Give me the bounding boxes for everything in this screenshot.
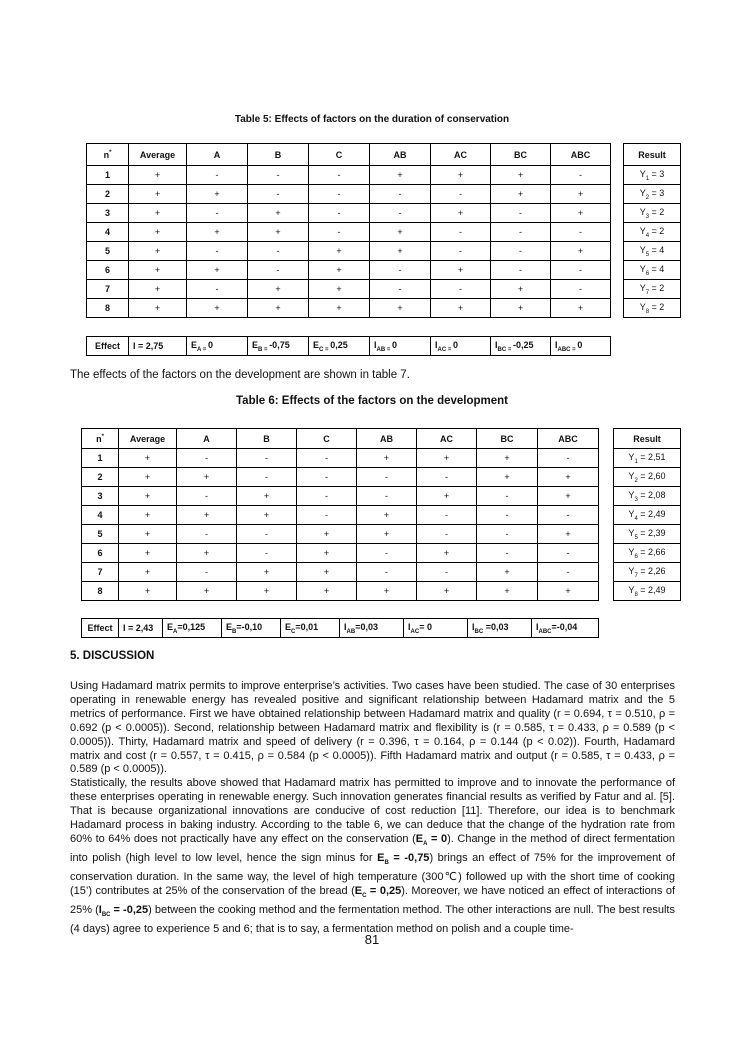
sign-cell: + — [417, 449, 477, 468]
sign-cell: - — [248, 242, 309, 261]
table6-header-row — [82, 429, 599, 449]
effect-cell: $I_{ABC =}$ 0 — [551, 337, 611, 356]
column-header: AB — [370, 144, 431, 166]
table6-effects — [81, 618, 599, 638]
sign-cell: - — [177, 563, 237, 582]
sign-cell: - — [370, 280, 431, 299]
sign-cell: - — [431, 185, 491, 204]
result-cell: $Y_6 = 2,66$ — [614, 544, 681, 563]
result-header-row — [624, 144, 681, 166]
table5-result — [623, 143, 681, 318]
sign-cell: - — [370, 261, 431, 280]
table6-result — [613, 428, 681, 601]
sign-cell: + — [491, 185, 551, 204]
sign-cell: + — [551, 185, 611, 204]
result-header-row — [614, 429, 681, 449]
sign-cell: - — [417, 563, 477, 582]
result-row — [614, 582, 681, 601]
sign-cell: + — [119, 525, 177, 544]
table-row — [82, 487, 599, 506]
sign-cell: - — [357, 468, 417, 487]
sign-cell: - — [297, 468, 357, 487]
sign-cell: + — [119, 487, 177, 506]
sign-cell: - — [309, 185, 370, 204]
sign-cell: - — [357, 544, 417, 563]
sign-cell: - — [431, 223, 491, 242]
row-number: 1 — [82, 449, 119, 468]
effect-cell: $E_{B =}$ -0,75 — [248, 337, 309, 356]
row-number: 6 — [82, 544, 119, 563]
sign-cell: - — [187, 204, 248, 223]
result-cell: $Y_2 = 3$ — [624, 185, 681, 204]
sign-cell: - — [417, 506, 477, 525]
sign-cell: + — [187, 185, 248, 204]
row-number: 4 — [82, 506, 119, 525]
sign-cell: + — [237, 582, 297, 601]
result-cell: $Y_4 = 2,49$ — [614, 506, 681, 525]
sign-cell: - — [491, 223, 551, 242]
result-row — [624, 204, 681, 223]
sign-cell: + — [538, 468, 599, 487]
result-row — [624, 280, 681, 299]
result-cell: $Y_1 = 3$ — [624, 166, 681, 185]
row-number: 8 — [82, 582, 119, 601]
table-row — [82, 468, 599, 487]
sign-cell: + — [297, 563, 357, 582]
result-row — [614, 525, 681, 544]
sign-cell: - — [431, 280, 491, 299]
column-header: B — [237, 429, 297, 449]
sign-cell: - — [297, 506, 357, 525]
sign-cell: + — [431, 204, 491, 223]
column-header: n* — [87, 144, 129, 166]
table-row — [87, 242, 611, 261]
effect-cell: $E_{C =}$ 0,25 — [309, 337, 370, 356]
sign-cell: + — [129, 280, 187, 299]
result-cell: $Y_2 = 2,60$ — [614, 468, 681, 487]
row-number: 5 — [82, 525, 119, 544]
sign-cell: - — [551, 166, 611, 185]
table-row — [82, 582, 599, 601]
sign-cell: - — [477, 487, 538, 506]
table-row — [82, 544, 599, 563]
section-title: 5. DISCUSSION — [70, 650, 155, 662]
sign-cell: + — [357, 506, 417, 525]
sign-cell: + — [417, 544, 477, 563]
column-header: B — [248, 144, 309, 166]
sign-cell: + — [309, 299, 370, 318]
sign-cell: + — [477, 449, 538, 468]
table-row — [82, 506, 599, 525]
effect-cell: $E_A=0,125$ — [163, 619, 222, 638]
table-row — [87, 261, 611, 280]
sign-cell: - — [417, 468, 477, 487]
column-header: n* — [82, 429, 119, 449]
table-row — [82, 449, 599, 468]
sign-cell: - — [297, 487, 357, 506]
table-row — [87, 223, 611, 242]
sign-cell: + — [431, 299, 491, 318]
result-cell: $Y_5 = 2,39$ — [614, 525, 681, 544]
sign-cell: - — [538, 449, 599, 468]
table6-effects-row — [82, 619, 599, 638]
sign-cell: - — [248, 166, 309, 185]
table-row — [87, 204, 611, 223]
effect-label: Effect — [87, 337, 129, 356]
table5-body — [87, 144, 611, 318]
effect-cell: $I_{AC}= 0$ — [404, 619, 468, 638]
sign-cell: + — [417, 582, 477, 601]
sign-cell: + — [431, 166, 491, 185]
sign-cell: - — [237, 449, 297, 468]
result-row — [624, 223, 681, 242]
row-number: 1 — [87, 166, 129, 185]
sign-cell: - — [551, 261, 611, 280]
sign-cell: - — [237, 525, 297, 544]
table5-main — [86, 143, 611, 318]
sign-cell: - — [551, 223, 611, 242]
result-row — [614, 544, 681, 563]
sign-cell: + — [248, 280, 309, 299]
sign-cell: - — [177, 487, 237, 506]
column-header: AB — [357, 429, 417, 449]
sign-cell: + — [129, 299, 187, 318]
column-header: BC — [477, 429, 538, 449]
sign-cell: - — [248, 261, 309, 280]
sign-cell: - — [357, 563, 417, 582]
sign-cell: - — [187, 166, 248, 185]
table6-main — [81, 428, 599, 601]
result-row — [614, 449, 681, 468]
sign-cell: + — [248, 299, 309, 318]
effect-cell: $E_{A =}$ 0 — [187, 337, 248, 356]
sign-cell: + — [417, 487, 477, 506]
sign-cell: - — [297, 449, 357, 468]
table5-effects — [86, 336, 611, 356]
row-number: 3 — [82, 487, 119, 506]
result-cell: $Y_3 = 2,08$ — [614, 487, 681, 506]
sign-cell: + — [119, 506, 177, 525]
sign-cell: - — [357, 487, 417, 506]
table-row — [87, 166, 611, 185]
sign-cell: - — [187, 280, 248, 299]
column-header: AC — [417, 429, 477, 449]
sign-cell: + — [237, 563, 297, 582]
result-row — [624, 299, 681, 318]
sign-cell: + — [370, 242, 431, 261]
sign-cell: - — [309, 223, 370, 242]
sign-cell: + — [297, 544, 357, 563]
result-cell: $Y_1 = 2,51$ — [614, 449, 681, 468]
effect-cell: $E_C=0,01$ — [281, 619, 340, 638]
sign-cell: + — [119, 544, 177, 563]
sign-cell: + — [551, 299, 611, 318]
result-cell: $Y_3 = 2$ — [624, 204, 681, 223]
effect-cell: $I_{BC =}$ -0,25 — [491, 337, 551, 356]
sign-cell: - — [491, 261, 551, 280]
sign-cell: + — [297, 525, 357, 544]
result-cell: $Y_8 = 2,49$ — [614, 582, 681, 601]
column-header: C — [297, 429, 357, 449]
sign-cell: + — [237, 487, 297, 506]
result-row — [624, 261, 681, 280]
sign-cell: + — [477, 468, 538, 487]
effect-cell: $I_{AC =}$ 0 — [431, 337, 491, 356]
sign-cell: - — [177, 525, 237, 544]
row-number: 5 — [87, 242, 129, 261]
sign-cell: + — [551, 204, 611, 223]
sign-cell: + — [431, 261, 491, 280]
sign-cell: - — [370, 204, 431, 223]
table-row — [87, 299, 611, 318]
sign-cell: - — [177, 449, 237, 468]
sign-cell: + — [538, 487, 599, 506]
sign-cell: + — [187, 223, 248, 242]
sign-cell: + — [357, 582, 417, 601]
sign-cell: + — [187, 299, 248, 318]
sign-cell: + — [177, 506, 237, 525]
sign-cell: + — [538, 582, 599, 601]
sign-cell: + — [477, 563, 538, 582]
result-row — [614, 563, 681, 582]
table-row — [87, 280, 611, 299]
result-row — [624, 166, 681, 185]
sign-cell: - — [551, 280, 611, 299]
column-header: Average — [129, 144, 187, 166]
sign-cell: + — [119, 449, 177, 468]
sign-cell: + — [119, 468, 177, 487]
column-header: A — [187, 144, 248, 166]
sign-cell: + — [297, 582, 357, 601]
row-number: 8 — [87, 299, 129, 318]
effect-cell: I = 2,75 — [129, 337, 187, 356]
sign-cell: + — [491, 280, 551, 299]
sign-cell: + — [129, 166, 187, 185]
sign-cell: + — [370, 166, 431, 185]
sign-cell: - — [491, 242, 551, 261]
paragraph-2: Statistically, the results above showed that Hadamard matrix has permitted to improve and to innovate the performance of these enterprises operating in renewable energy. Such innovation generates financial results as verified by Fatur and al. [5]. That is because organizational innovations are conducive of cost reduction [11]. Therefore, our idea is to benchmark Hadamard process in baking industry. According to the table 6, we can deduce that the change of the hydration rate from 60% to 64% does not practically have any effect on the conservation $(E_A = 0)$. Change in the method of direct fermentation into polish (high level to low level, hence the sign minus for $E_B = -0,75$) brings an effect of 75% for the improvement of conservation duration. In the same way, the level of high temperature (300℃) followed up with the short time of cooking (15’) contributes at 25% of the conservation of the bread $(E_C = 0,25)$. Moreover, we have noticed an effect of interactions of 25% $(I_{BC} = -0,25)$ between the cooking method and the fermentation method. The other interactions are null. The best results (4 days) agree to experience 5 and 6; that is to say, a fermentation method on polish and a couple time- — [70, 777, 676, 936]
sign-cell: - — [237, 468, 297, 487]
sign-cell: + — [177, 582, 237, 601]
sign-cell: + — [491, 166, 551, 185]
table-row — [87, 185, 611, 204]
sign-cell: + — [129, 261, 187, 280]
column-header: A — [177, 429, 237, 449]
sign-cell: - — [417, 525, 477, 544]
paragraph-1: Using Hadamard matrix permits to improve enterprise’s activities. Two cases have been studied. The case of 30 enterprises operating in renewable energy has revealed positive and significant relationship between Hadamard matrix and the 5 metrics of performance. First we have obtained relationship between Hadamard matrix and quality (r = 0.694, τ = 0.510, ρ = 0.692 (p < 0.0005)). Second, relationship between Hadamard matrix and flexibility is (r = 0.585, τ = 0.433, ρ = 0.589 (p < 0.0005)). Thirty, Hadamard matrix and speed of delivery (r = 0.396, τ = 0.164, ρ = 0.144 (p < 0.02)). Fourth, Hadamard matrix and cost (r = 0.557, τ = 0.415, ρ = 0.584 (p < 0.0005)). Fifth Hadamard matrix and output (r = 0.585, τ = 0.433, ρ = 0.589 (p < 0.0005)). — [70, 680, 675, 776]
sign-cell: + — [237, 506, 297, 525]
sign-cell: + — [129, 204, 187, 223]
row-number: 3 — [87, 204, 129, 223]
result-cell: $Y_8 = 2$ — [624, 299, 681, 318]
sign-cell: - — [477, 544, 538, 563]
sign-cell: + — [309, 280, 370, 299]
sign-cell: + — [129, 223, 187, 242]
table5-result-body — [624, 144, 681, 318]
effect-cell: $I_{AB}=0,03$ — [340, 619, 404, 638]
sign-cell: - — [370, 185, 431, 204]
sign-cell: + — [248, 223, 309, 242]
effect-cell: $I_{ABC}=-0,04$ — [532, 619, 599, 638]
sign-cell: + — [309, 242, 370, 261]
result-row — [624, 185, 681, 204]
sign-cell: - — [309, 204, 370, 223]
row-number: 7 — [87, 280, 129, 299]
sign-cell: - — [477, 525, 538, 544]
effect-cell: $I_{BC} =0,03$ — [468, 619, 532, 638]
row-number: 7 — [82, 563, 119, 582]
column-header: Average — [119, 429, 177, 449]
result-cell: $Y_7 = 2,26$ — [614, 563, 681, 582]
sign-cell: + — [187, 261, 248, 280]
table5-header-row — [87, 144, 611, 166]
sign-cell: + — [551, 242, 611, 261]
table6-caption: Table 6: Effects of the factors on the development — [236, 395, 508, 407]
sign-cell: + — [357, 449, 417, 468]
page-number: 81 — [364, 932, 380, 947]
result-header: Result — [614, 429, 681, 449]
table6-result-body — [614, 429, 681, 601]
sign-cell: + — [119, 582, 177, 601]
table5-caption: Table 5: Effects of factors on the duration of conservation — [234, 114, 510, 125]
sign-cell: + — [129, 242, 187, 261]
effect-cell: $I_{AB =}$ 0 — [370, 337, 431, 356]
sign-cell: - — [187, 242, 248, 261]
sign-cell: + — [309, 261, 370, 280]
row-number: 2 — [87, 185, 129, 204]
column-header: ABC — [538, 429, 599, 449]
sign-cell: - — [431, 242, 491, 261]
result-row — [614, 487, 681, 506]
sign-cell: + — [477, 582, 538, 601]
result-row — [614, 506, 681, 525]
sign-cell: + — [177, 544, 237, 563]
discussion-body — [70, 680, 675, 937]
sign-cell: - — [491, 204, 551, 223]
sign-cell: - — [538, 506, 599, 525]
sign-cell: - — [538, 544, 599, 563]
sign-cell: - — [248, 185, 309, 204]
column-header: ABC — [551, 144, 611, 166]
table5-effects-row — [87, 337, 611, 356]
result-cell: $Y_7 = 2$ — [624, 280, 681, 299]
result-row — [614, 468, 681, 487]
table-row — [82, 525, 599, 544]
result-cell: $Y_6 = 4$ — [624, 261, 681, 280]
effect-label: Effect — [82, 619, 119, 638]
table-row — [82, 563, 599, 582]
result-header: Result — [624, 144, 681, 166]
sign-cell: - — [237, 544, 297, 563]
sign-cell: - — [309, 166, 370, 185]
header-superscript: * — [109, 149, 112, 156]
sign-cell: + — [119, 563, 177, 582]
sign-cell: + — [370, 299, 431, 318]
sign-cell: + — [491, 299, 551, 318]
sign-cell: - — [538, 563, 599, 582]
effect-cell: I = 2,43 — [119, 619, 163, 638]
column-header: C — [309, 144, 370, 166]
row-number: 4 — [87, 223, 129, 242]
column-header: BC — [491, 144, 551, 166]
result-row — [624, 242, 681, 261]
result-cell: $Y_5 = 4$ — [624, 242, 681, 261]
sign-cell: + — [357, 525, 417, 544]
sign-cell: + — [248, 204, 309, 223]
table6-body — [82, 429, 599, 601]
column-header: AC — [431, 144, 491, 166]
row-number: 2 — [82, 468, 119, 487]
header-superscript: * — [101, 433, 104, 440]
sign-cell: + — [129, 185, 187, 204]
result-cell: $Y_4 = 2$ — [624, 223, 681, 242]
row-number: 6 — [87, 261, 129, 280]
intro-text: The effects of the factors on the development are shown in table 7. — [70, 369, 410, 381]
sign-cell: + — [538, 525, 599, 544]
sign-cell: + — [177, 468, 237, 487]
effect-cell: $E_B=-0,10$ — [222, 619, 281, 638]
sign-cell: + — [370, 223, 431, 242]
sign-cell: - — [477, 506, 538, 525]
